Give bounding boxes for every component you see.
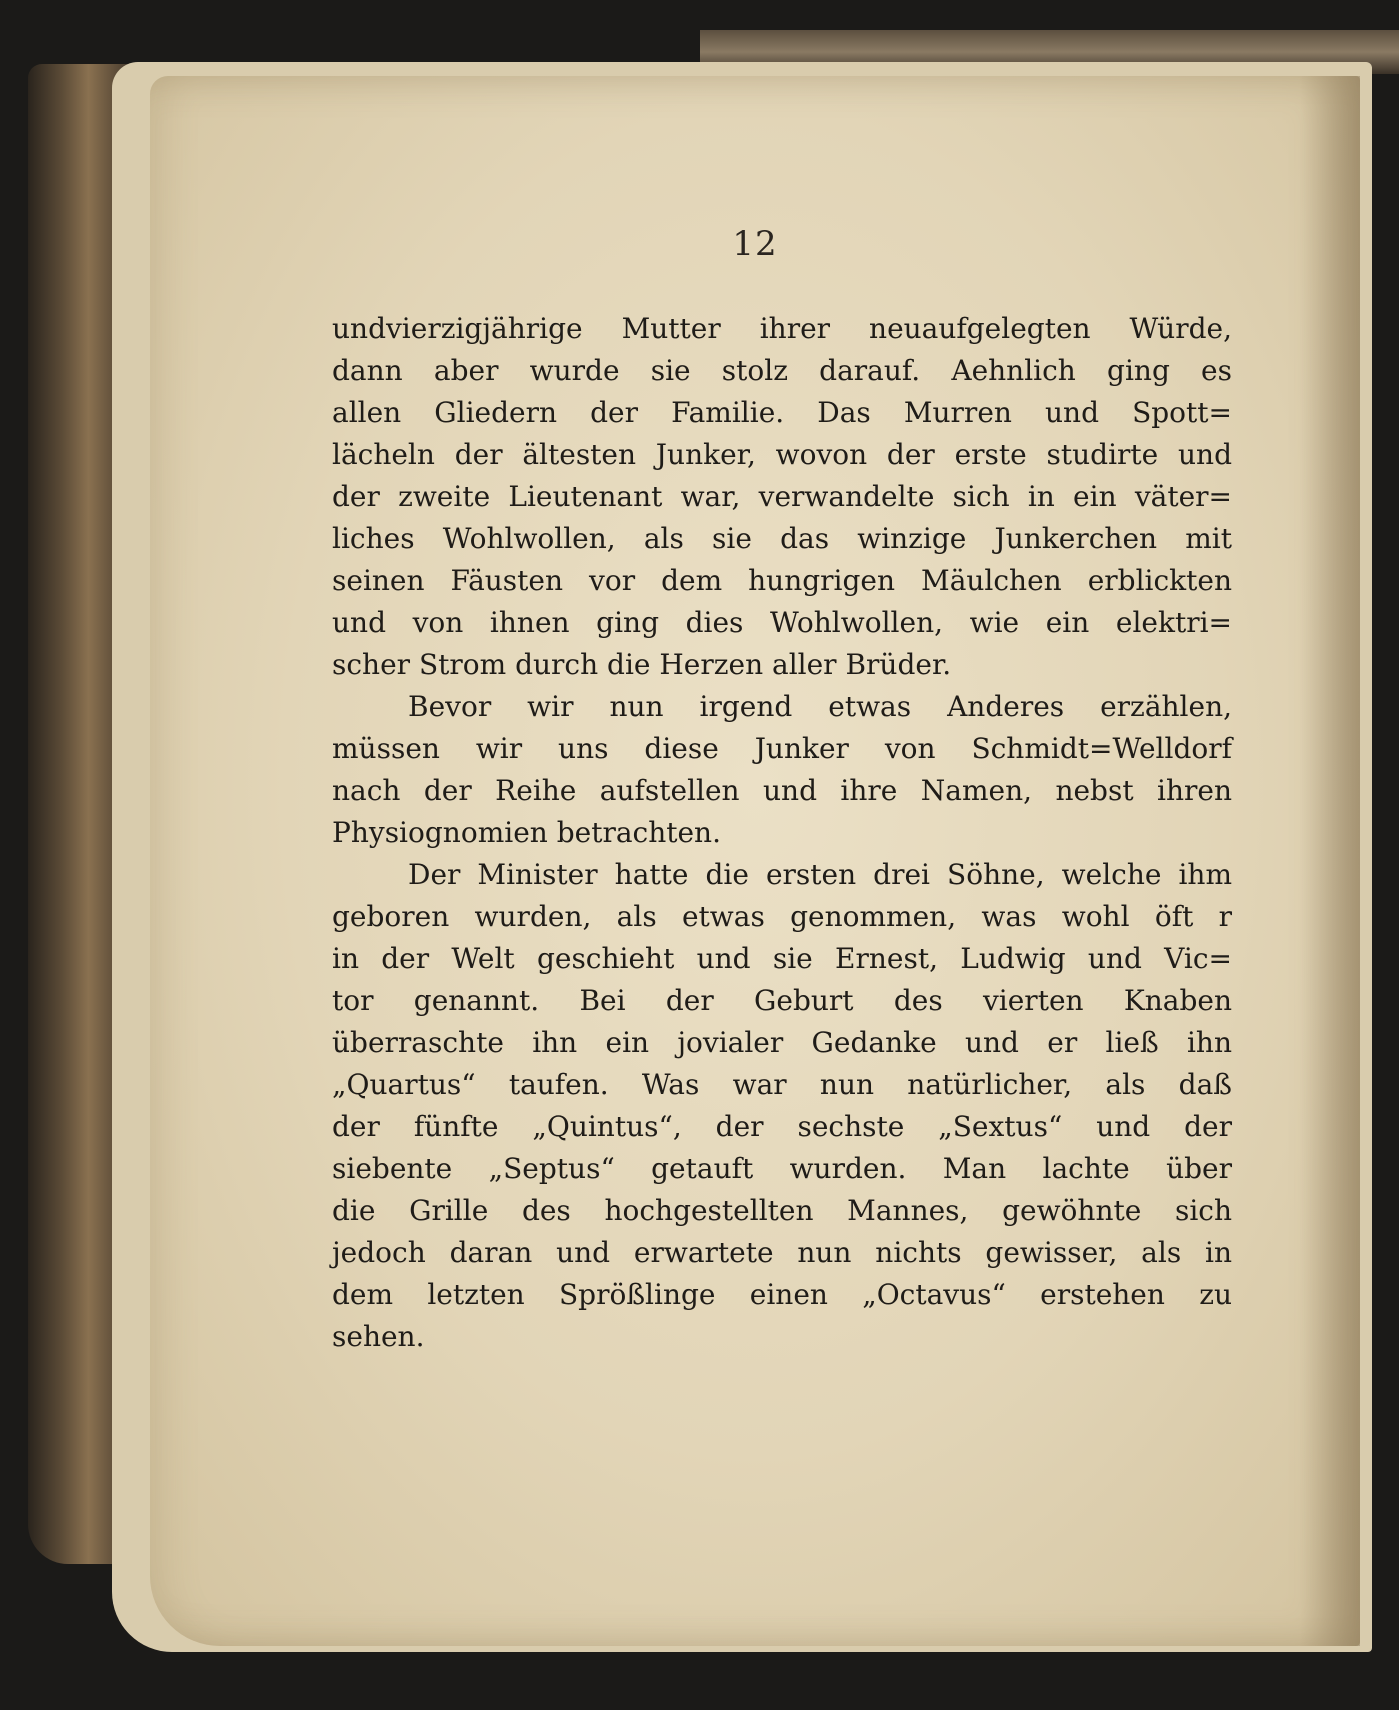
text-line: Bevor wir nun irgend etwas Anderes erzählen,: [408, 690, 1232, 723]
paragraph-3: [332, 854, 1232, 1358]
text-line: der fünfte „Quintus“, der sechste „Sextus“ und der: [332, 1110, 1232, 1143]
paragraph-2: [332, 686, 1232, 854]
text-line: seinen Fäusten vor dem hungrigen Mäulchen erblickten: [332, 564, 1232, 597]
text-line: und von ihnen ging dies Wohlwollen, wie ein elektri=: [332, 606, 1232, 639]
text-line: in der Welt geschieht und sie Ernest, Ludwig und Vic=: [332, 942, 1232, 975]
text-line: allen Gliedern der Familie. Das Murren und Spott=: [332, 396, 1232, 429]
text-line: jedoch daran und erwartete nun nichts gewisser, als in: [332, 1236, 1232, 1269]
text-line: lächeln der ältesten Junker, wovon der erste studirte und: [332, 438, 1232, 471]
text-line: dann aber wurde sie stolz darauf. Aehnlich ging es: [332, 354, 1232, 387]
text-line: der zweite Lieutenant war, verwandelte sich in ein väter=: [332, 480, 1232, 513]
text-line: liches Wohlwollen, als sie das winzige Junkerchen mit: [332, 522, 1232, 555]
text-line: undvierzigjährige Mutter ihrer neuaufgelegten Würde,: [332, 312, 1232, 345]
text-line: tor genannt. Bei der Geburt des vierten Knaben: [332, 984, 1232, 1017]
text-line: sehen.: [332, 1320, 425, 1353]
text-line: überraschte ihn ein jovialer Gedanke und er ließ ihn: [332, 1026, 1232, 1059]
book-page: [150, 76, 1360, 1646]
page-number: 12: [732, 224, 778, 264]
body-text: [332, 308, 1232, 1358]
text-line: dem letzten Sprößlinge einen „Octavus“ erstehen zu: [332, 1278, 1232, 1311]
paragraph-1: [332, 308, 1232, 686]
page-gutter-shadow: [1300, 76, 1360, 1646]
text-line: geboren wurden, als etwas genommen, was wohl öft r: [332, 900, 1232, 933]
text-line: scher Strom durch die Herzen aller Brüder.: [332, 648, 952, 681]
text-line: Der Minister hatte die ersten drei Söhne, welche ihm: [408, 858, 1232, 891]
text-line: Physiognomien betrachten.: [332, 816, 721, 849]
text-line: siebente „Septus“ getauft wurden. Man lachte über: [332, 1152, 1232, 1185]
text-line: müssen wir uns diese Junker von Schmidt=Welldorf: [332, 732, 1232, 765]
text-line: die Grille des hochgestellten Mannes, gewöhnte sich: [332, 1194, 1232, 1227]
text-line: nach der Reihe aufstellen und ihre Namen, nebst ihren: [332, 774, 1232, 807]
text-line: „Quartus“ taufen. Was war nun natürlicher, als daß: [332, 1068, 1232, 1101]
